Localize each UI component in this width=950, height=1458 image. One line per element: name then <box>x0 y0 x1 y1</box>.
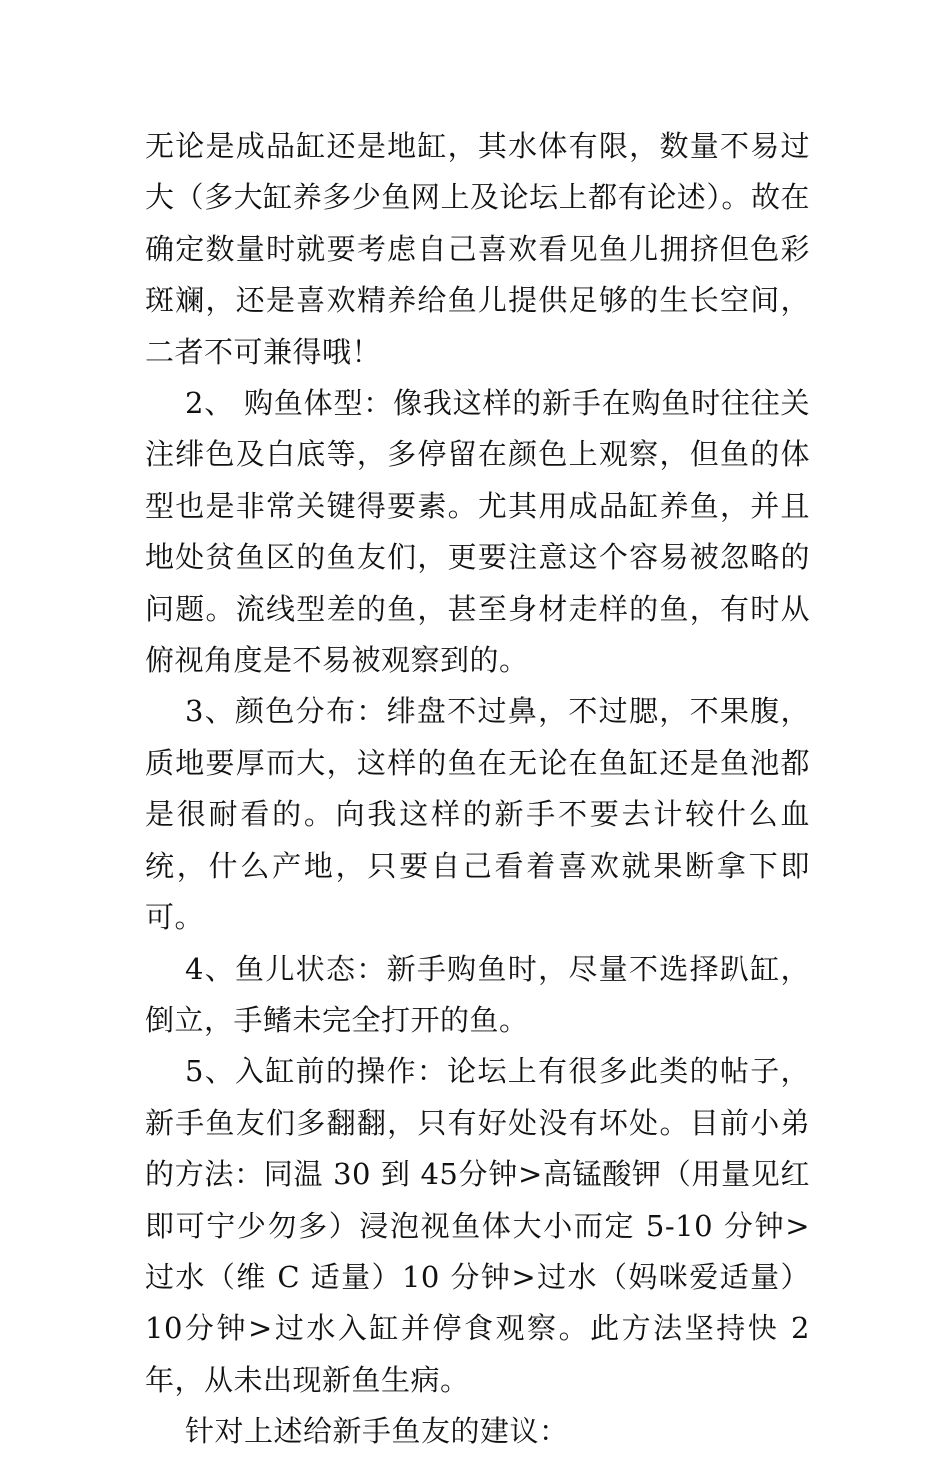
paragraph-fish-body-shape: 2、 购鱼体型：像我这样的新手在购鱼时往往关注绯色及白底等，多停留在颜色上观察，但鱼的体型也是非常关键得要素。尤其用成品缸养鱼，并且地处贫鱼区的鱼友们，更要注意这个容易被忽略的问题。流线型差的鱼，甚至身材走样的鱼，有时从俯视角度是不易被观察到的。 <box>145 386 810 678</box>
paragraph-advice-heading: 针对上述给新手鱼友的建议： <box>185 1414 569 1449</box>
paragraph-fish-condition: 4、鱼儿状态：新手购鱼时，尽量不选择趴缸，倒立，手鳍未完全打开的鱼。 <box>145 951 810 1037</box>
document-body <box>145 121 810 1458</box>
paragraph-color-distribution: 3、颜色分布：绯盘不过鼻，不过腮，不果腹，质地要厚而大，这样的鱼在无论在鱼缸还是鱼池都是很耐看的。向我这样的新手不要去计较什么血统，什么产地，只要自己看着喜欢就果断拿下即可。 <box>145 694 810 935</box>
paragraph-tank-capacity: 无论是成品缸还是地缸，其水体有限，数量不易过大（多大缸养多少鱼网上及论坛上都有论述）。故在确定数量时就要考虑自己喜欢看见鱼儿拥挤但色彩斑斓，还是喜欢精养给鱼儿提供足够的生长空间，二者不可兼得哦！ <box>145 129 810 369</box>
paragraph-pre-tank-procedure: 5、入缸前的操作：论坛上有很多此类的帖子，新手鱼友们多翻翻，只有好处没有坏处。目前小弟的方法：同温 30 到 45分钟>高锰酸钾（用量见红即可宁少勿多）浸泡视鱼体大小而定 5-10 分钟>过水（维 C 适量）10 分钟>过水（妈咪爱适量）10分钟>过水入缸并停食观察。此方法坚持快 2 年，从未出现新鱼生病。 <box>145 1054 810 1397</box>
